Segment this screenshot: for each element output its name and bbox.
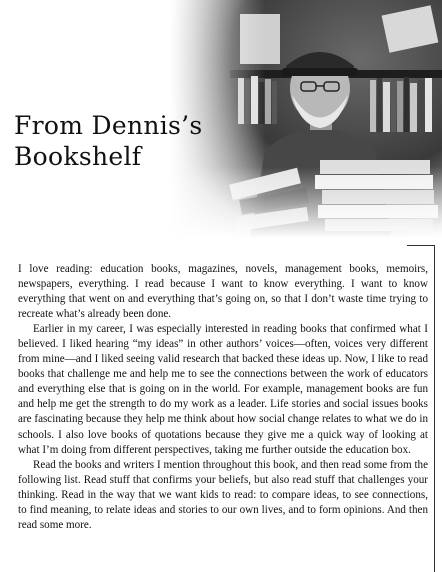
paragraph-1: I love reading: education books, magazines, novels, management books, memoirs, newspapers, everything. I read because I want to know everything. I want to know everything that went on and everything that’s going on, so that I don’t waste time trying to recreate what’s already been done. bbox=[18, 263, 428, 321]
body-text bbox=[18, 262, 428, 533]
paragraph-3: Read the books and writers I mention throughout this book, and then read some from the following list. Read stuff that confirms your beliefs, but also read stuff that challenges your thinking. Read in the way that we want kids to read: to compare ideas, to see connections, to find meaning, to relate ideas and stories to our own lives, and to form opinions. And then read some more. bbox=[18, 458, 428, 531]
margin-rule-horizontal bbox=[407, 245, 435, 246]
portrait-photo-icon bbox=[170, 0, 442, 238]
paragraph-2: Earlier in my career, I was especially interested in reading books that confirmed what I believed. I liked hearing “my ideas” in other authors’ voices—often, voices very different from mine—and I liked seeing valid research that backed these ideas up. Now, I like to read books that challenge me and help me to see the connections between the work of educators and everything else that is going on in the world. For example, management books are fun and help me get the strength to do my work as a leader. Life stories and social issues books are fascinating because they help me think about how social change relates to what we do in schools. I also love books of quotations because they give me a quick way of looking at what I’m doing from different perspectives, taking me further outside the education box. bbox=[18, 323, 428, 456]
page-title-line-2: Bookshelf bbox=[14, 142, 142, 171]
margin-rule-vertical bbox=[434, 245, 435, 572]
author-photo bbox=[170, 0, 442, 238]
page-title-line-1: From Dennis’s bbox=[14, 111, 203, 140]
page-title bbox=[14, 110, 204, 172]
